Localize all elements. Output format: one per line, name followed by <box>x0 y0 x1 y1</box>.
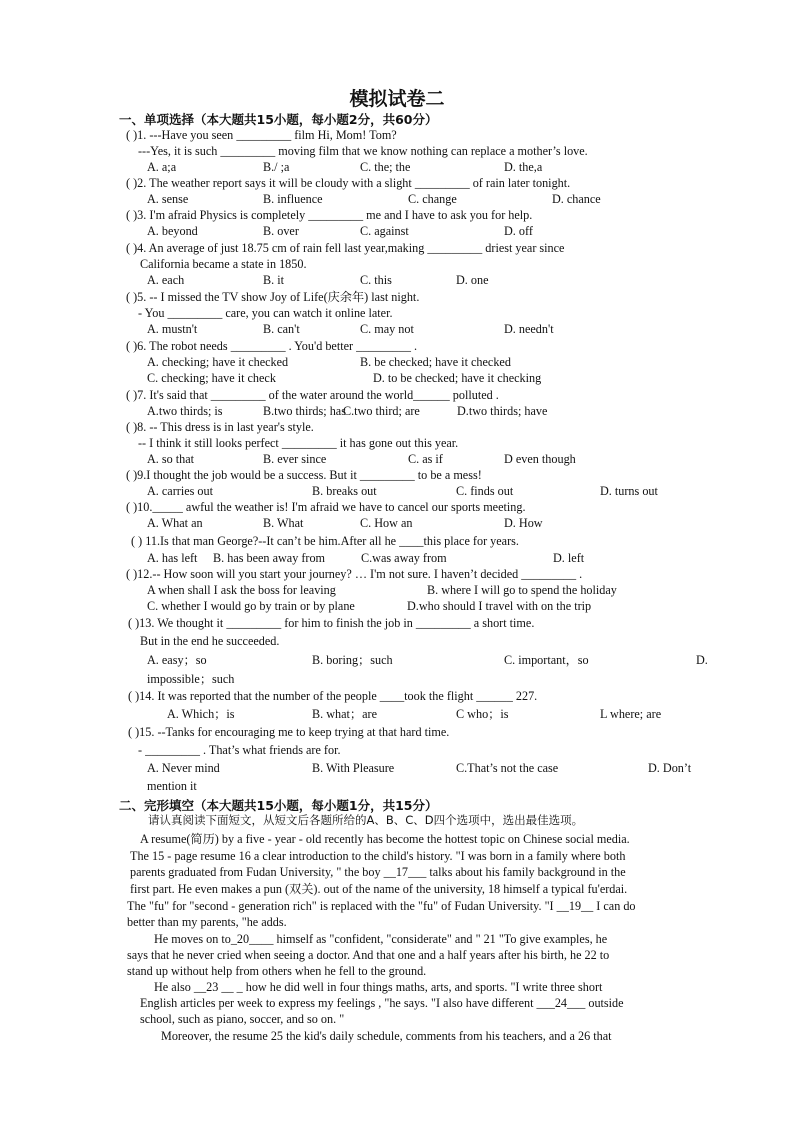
question-1-stem: ( )1. ---Have you seen _________ film Hi, Mom! Tom? <box>126 128 397 142</box>
q1-option-b: B./ ;a <box>263 160 290 174</box>
passage-line-2: The 15 - page resume 16 a clear introduction to the child's history. "I was born in a family where both <box>130 849 626 863</box>
passage-line-9: stand up without help from others when he fell to the ground. <box>127 964 427 978</box>
q13-option-a: A. easy；so <box>147 653 207 667</box>
q12-option-c: C. whether I would go by train or by plane <box>147 599 355 613</box>
question-11-stem: ( ) 11.Is that man George?--It can’t be him.After all he ____this place for years. <box>131 534 519 548</box>
q4-option-d: D. one <box>456 273 489 287</box>
q10-option-b: B. What <box>263 516 304 530</box>
q1-option-c: C. the; the <box>360 160 411 174</box>
q15-option-d: mention it <box>147 779 197 793</box>
passage-line-12: school, such as piano, soccer, and so on. " <box>140 1012 345 1026</box>
passage-line-5: The "fu" for "second - generation rich" is replaced with the "fu" of Fudan University. "I __19__ I can do <box>127 899 636 913</box>
q6-option-a: A. checking; have it checked <box>147 355 289 369</box>
q9-option-a: A. carries out <box>147 484 213 498</box>
q8-option-c: C. as if <box>408 452 443 466</box>
q10-option-c: C. How an <box>360 516 413 530</box>
question-2-stem: ( )2. The weather report says it will be cloudy with a slight _________ of rain later tonight. <box>126 176 571 190</box>
q15-option-a: A. Never mind <box>147 761 220 775</box>
q4-option-c: C. this <box>360 273 392 287</box>
q11-option-d: D. left <box>553 551 585 565</box>
passage-line-3: parents graduated from Fudan University, " the boy __17___ talks about his family background in the <box>130 865 626 879</box>
q1-option-d: D. the,a <box>504 160 543 174</box>
passage-line-13: Moreover, the resume 25 the kid's daily schedule, comments from his teachers, and a 26 that <box>161 1029 612 1043</box>
q5-option-b: B. can't <box>263 322 300 336</box>
q4-option-a: A. each <box>147 273 185 287</box>
q7-option-d: D.two thirds; have <box>457 404 548 418</box>
q3-option-d: D. off <box>504 224 533 238</box>
q6-option-c: C. checking; have it check <box>147 371 276 385</box>
q2-option-c: C. change <box>408 192 457 206</box>
q15-option-c: C.That’s not the case <box>456 761 559 775</box>
q6-option-b: B. be checked; have it checked <box>360 355 511 369</box>
q14-option-d: L where; are <box>600 707 662 721</box>
q11-option-a: A. has left <box>147 551 198 565</box>
q10-option-a: A. What an <box>147 516 203 530</box>
question-4-stem-2: California became a state in 1850. <box>140 257 307 271</box>
question-12-stem: ( )12.-- How soon will you start your journey? … I'm not sure. I haven’t decided _________ . <box>126 567 583 581</box>
q14-option-b: B. what；are <box>312 707 377 721</box>
question-10-stem: ( )10._____ awful the weather is! I'm afraid we have to cancel our sports meeting. <box>126 500 526 514</box>
q15-option-d-label: D. Don’t <box>648 761 692 775</box>
q12-option-a: A when shall I ask the boss for leaving <box>147 583 336 597</box>
question-5-stem-2: - You _________ care, you can watch it online later. <box>138 306 393 320</box>
question-15-stem: ( )15. --Tanks for encouraging me to keep trying at that hard time. <box>128 725 450 739</box>
question-14-stem: ( )14. It was reported that the number of the people ____took the flight ______ 227. <box>128 689 538 703</box>
q7-option-c: C.two third; are <box>343 404 420 418</box>
q9-option-d: D. turns out <box>600 484 658 498</box>
q11-option-b: B. has been away from <box>213 551 326 565</box>
section1-heading: 一、单项选择（本大题共15小题，每小题2分，共60分） <box>119 112 438 127</box>
q11-option-c: C.was away from <box>361 551 447 565</box>
q2-option-a: A. sense <box>147 192 189 206</box>
question-5-stem: ( )5. -- I missed the TV show Joy of Life(庆余年) last night. <box>126 290 420 304</box>
question-1-stem-2: ---Yes, it is such _________ moving film that we know nothing can replace a mother’s love. <box>138 144 588 158</box>
q3-option-b: B. over <box>263 224 299 238</box>
q7-option-a: A.two thirds; is <box>147 404 223 418</box>
q13-option-d-label: D. <box>696 653 708 667</box>
q2-option-d: D. chance <box>552 192 601 206</box>
passage-line-1: A resume(简历) by a five - year - old recently has become the hottest topic on Chinese social media. <box>140 832 630 846</box>
q8-option-a: A. so that <box>147 452 195 466</box>
question-8-stem-2: -- I think it still looks perfect _________ it has gone out this year. <box>138 436 459 450</box>
q10-option-d: D. How <box>504 516 543 530</box>
q14-option-c: C who；is <box>456 707 509 721</box>
q9-option-c: C. finds out <box>456 484 514 498</box>
q3-option-a: A. beyond <box>147 224 198 238</box>
q5-option-d: D. needn't <box>504 322 554 336</box>
q7-option-b: B.two thirds; has <box>263 404 346 418</box>
q13-option-d: impossible；such <box>147 672 235 686</box>
section2-heading: 二、完形填空（本大题共15小题，每小题1分，共15分） <box>119 798 438 813</box>
passage-line-10: He also __23 __ _ how he did well in four things maths, arts, and sports. "I write three short <box>154 980 603 994</box>
q6-option-d: D. to be checked; have it checking <box>373 371 542 385</box>
question-3-stem: ( )3. I'm afraid Physics is completely _________ me and I have to ask you for help. <box>126 208 533 222</box>
q13-option-b: B. boring；such <box>312 653 393 667</box>
q5-option-a: A. mustn't <box>147 322 198 336</box>
question-6-stem: ( )6. The robot needs _________ . You'd better _________ . <box>126 339 418 353</box>
q12-option-b: B. where I will go to spend the holiday <box>427 583 617 597</box>
q1-option-a: A. a;a <box>147 160 177 174</box>
q4-option-b: B. it <box>263 273 284 287</box>
question-13-stem-2: But in the end he succeeded. <box>140 634 280 648</box>
q8-option-d: D even though <box>504 452 576 466</box>
passage-line-4: first part. He even makes a pun (双关). out of the name of the university, 18 himself a typical fu'erdai. <box>130 882 628 896</box>
section2-instruction: 请认真阅读下面短文，从短文后各题所给的A、B、C、D四个选项中，选出最佳选项。 <box>148 813 584 827</box>
passage-line-8: says that he never cried when seeing a doctor. And that one and a half years after his birth, he 22 to <box>127 948 610 962</box>
q15-option-b: B. With Pleasure <box>312 761 395 775</box>
question-4-stem: ( )4. An average of just 18.75 cm of rain fell last year,making _________ driest year since <box>126 241 565 255</box>
q8-option-b: B. ever since <box>263 452 327 466</box>
q2-option-b: B. influence <box>263 192 323 206</box>
q13-option-c: C. important，so <box>504 653 589 667</box>
q5-option-c: C. may not <box>360 322 414 336</box>
question-15-stem-2: - _________ . That’s what friends are for. <box>138 743 341 757</box>
q12-option-d: D.who should I travel with on the trip <box>407 599 592 613</box>
q9-option-b: B. breaks out <box>312 484 377 498</box>
q3-option-c: C. against <box>360 224 409 238</box>
passage-line-11: English articles per week to express my feelings , "he says. "I also have different ___24___ outside <box>140 996 624 1010</box>
question-9-stem: ( )9.I thought the job would be a success. But it _________ to be a mess! <box>126 468 482 482</box>
question-8-stem: ( )8. -- This dress is in last year's style. <box>126 420 314 434</box>
question-13-stem: ( )13. We thought it _________ for him to finish the job in _________ a short time. <box>128 616 535 630</box>
question-7-stem: ( )7. It's said that _________ of the water around the world______ polluted . <box>126 388 499 402</box>
passage-line-6: better than my parents, "he adds. <box>127 915 287 929</box>
q14-option-a: A. Which；is <box>167 707 235 721</box>
page-title: 模拟试卷二 <box>349 88 445 110</box>
passage-line-7: He moves on to_20____ himself as "confident, "considerate" and " 21 "To give examples, he <box>154 932 608 946</box>
